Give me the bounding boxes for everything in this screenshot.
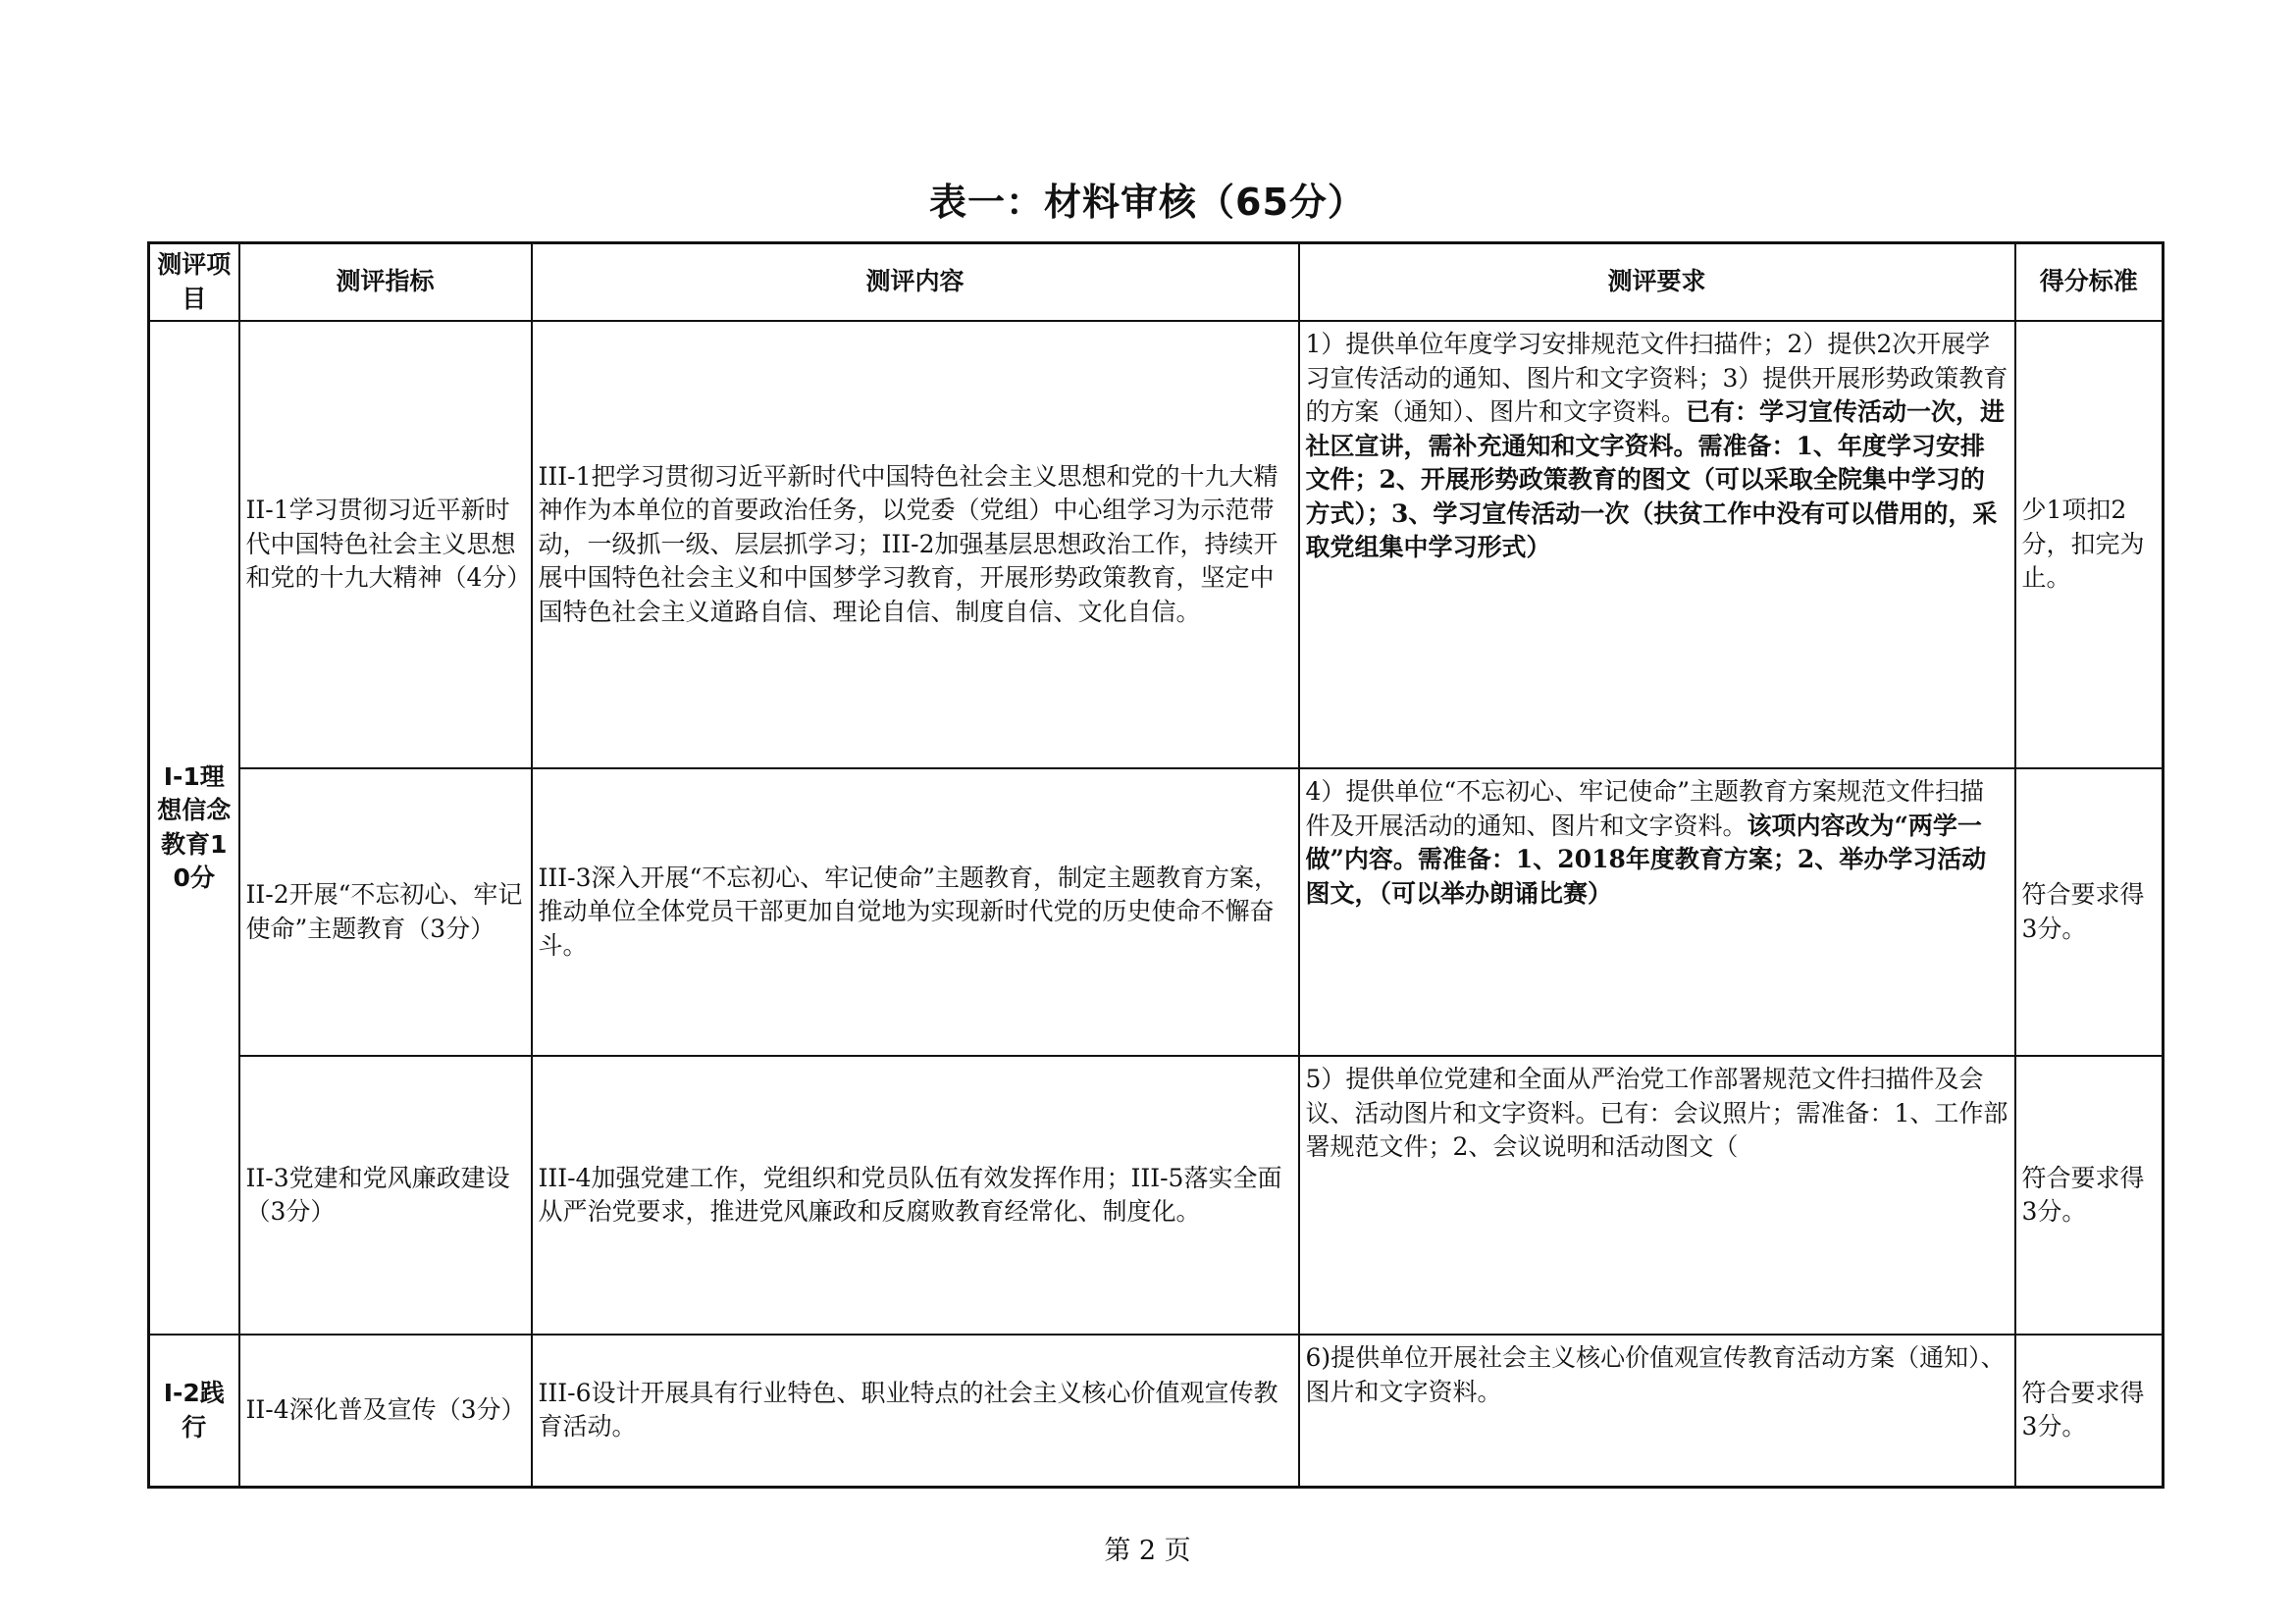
content-cell: III-4加强党建工作，党组织和党员队伍有效发挥作用；III-5落实全面从严治党要求，推进党风廉政和反腐败教育经常化、制度化。 [532,1056,1299,1335]
requirement-cell [1299,1335,2015,1487]
requirement-text: 6)提供单位开展社会主义核心价值观宣传教育活动方案（通知）、图片和文字资料。 [1305,1343,2006,1406]
category-cell: I-1理想信念教育10分 [149,321,239,1335]
content-cell: III-3深入开展“不忘初心、牢记使命”主题教育，制定主题教育方案，推动单位全体党员干部更加自觉地为实现新时代党的历史使命不懈奋斗。 [532,768,1299,1056]
requirement-text: 1）提供单位年度学习安排规范文件扫描件；2）提供2次开展学习宣传活动的通知、图片和文字资料；3）提供开展形势政策教育的方案（通知）、图片和文字资料。 [1305,330,2008,426]
header-content: 测评内容 [532,243,1299,322]
requirement-cell [1299,321,2015,768]
header-row [149,243,2164,322]
score-cell: 符合要求得3分。 [2015,1056,2164,1335]
score-cell: 符合要求得3分。 [2015,768,2164,1056]
category-cell: I-2践行 [149,1335,239,1487]
table-row [149,1056,2164,1335]
requirement-note: 已有：学习宣传活动一次，进社区宣讲，需补充通知和文字资料。需准备：1、年度学习安排文件；2、开展形势政策教育的图文（可以采取全院集中学习的方式）；3、学习宣传活动一次（扶贫工作中没有可以借用的，采取党组集中学习形式） [1305,397,2006,561]
content-cell: III-1把学习贯彻习近平新时代中国特色社会主义思想和党的十九大精神作为本单位的首要政治任务，以党委（党组）中心组学习为示范带动，一级抓一级、层层抓学习；III-2加强基层思想政治工作，持续开展中国特色社会主义和中国梦学习教育，开展形势政策教育，坚定中国特色社会主义道路自信、理论自信、制度自信、文化自信。 [532,321,1299,768]
header-score: 得分标准 [2015,243,2164,322]
table-row [149,768,2164,1056]
indicator-cell: II-3党建和党风廉政建设（3分） [239,1056,532,1335]
content-cell: III-6设计开展具有行业特色、职业特点的社会主义核心价值观宣传教育活动。 [532,1335,1299,1487]
page-title: 表一：材料审核（65分） [929,181,1366,224]
table-row [149,321,2164,768]
table-row [149,1335,2164,1487]
page-number: 第 2 页 [1104,1536,1191,1566]
requirement-cell [1299,1056,2015,1335]
header-item: 测评项目 [149,243,239,322]
assessment-table [147,241,2165,1489]
indicator-cell: II-1学习贯彻习近平新时代中国特色社会主义思想和党的十九大精神（4分） [239,321,532,768]
score-cell: 符合要求得3分。 [2015,1335,2164,1487]
requirement-text: 4）提供单位“不忘初心、牢记使命”主题教育方案规范文件扫描件及开展活动的通知、图片和文字资料。 [1305,777,1984,840]
requirement-cell [1299,768,2015,1056]
header-indicator: 测评指标 [239,243,532,322]
header-requirement: 测评要求 [1299,243,2015,322]
indicator-cell: II-4深化普及宣传（3分） [239,1335,532,1487]
score-cell: 少1项扣2分，扣完为止。 [2015,321,2164,768]
requirement-note: 该项内容改为“两学一做”内容。需准备：1、2018年度教育方案；2、举办学习活动图文，（可以举办朗诵比赛） [1305,811,1987,908]
requirement-text: 5）提供单位党建和全面从严治党工作部署规范文件扫描件及会议、活动图片和文字资料。已有：会议照片；需准备：1、工作部署规范文件；2、会议说明和活动图文（ [1305,1065,2008,1161]
indicator-cell: II-2开展“不忘初心、牢记使命”主题教育（3分） [239,768,532,1056]
